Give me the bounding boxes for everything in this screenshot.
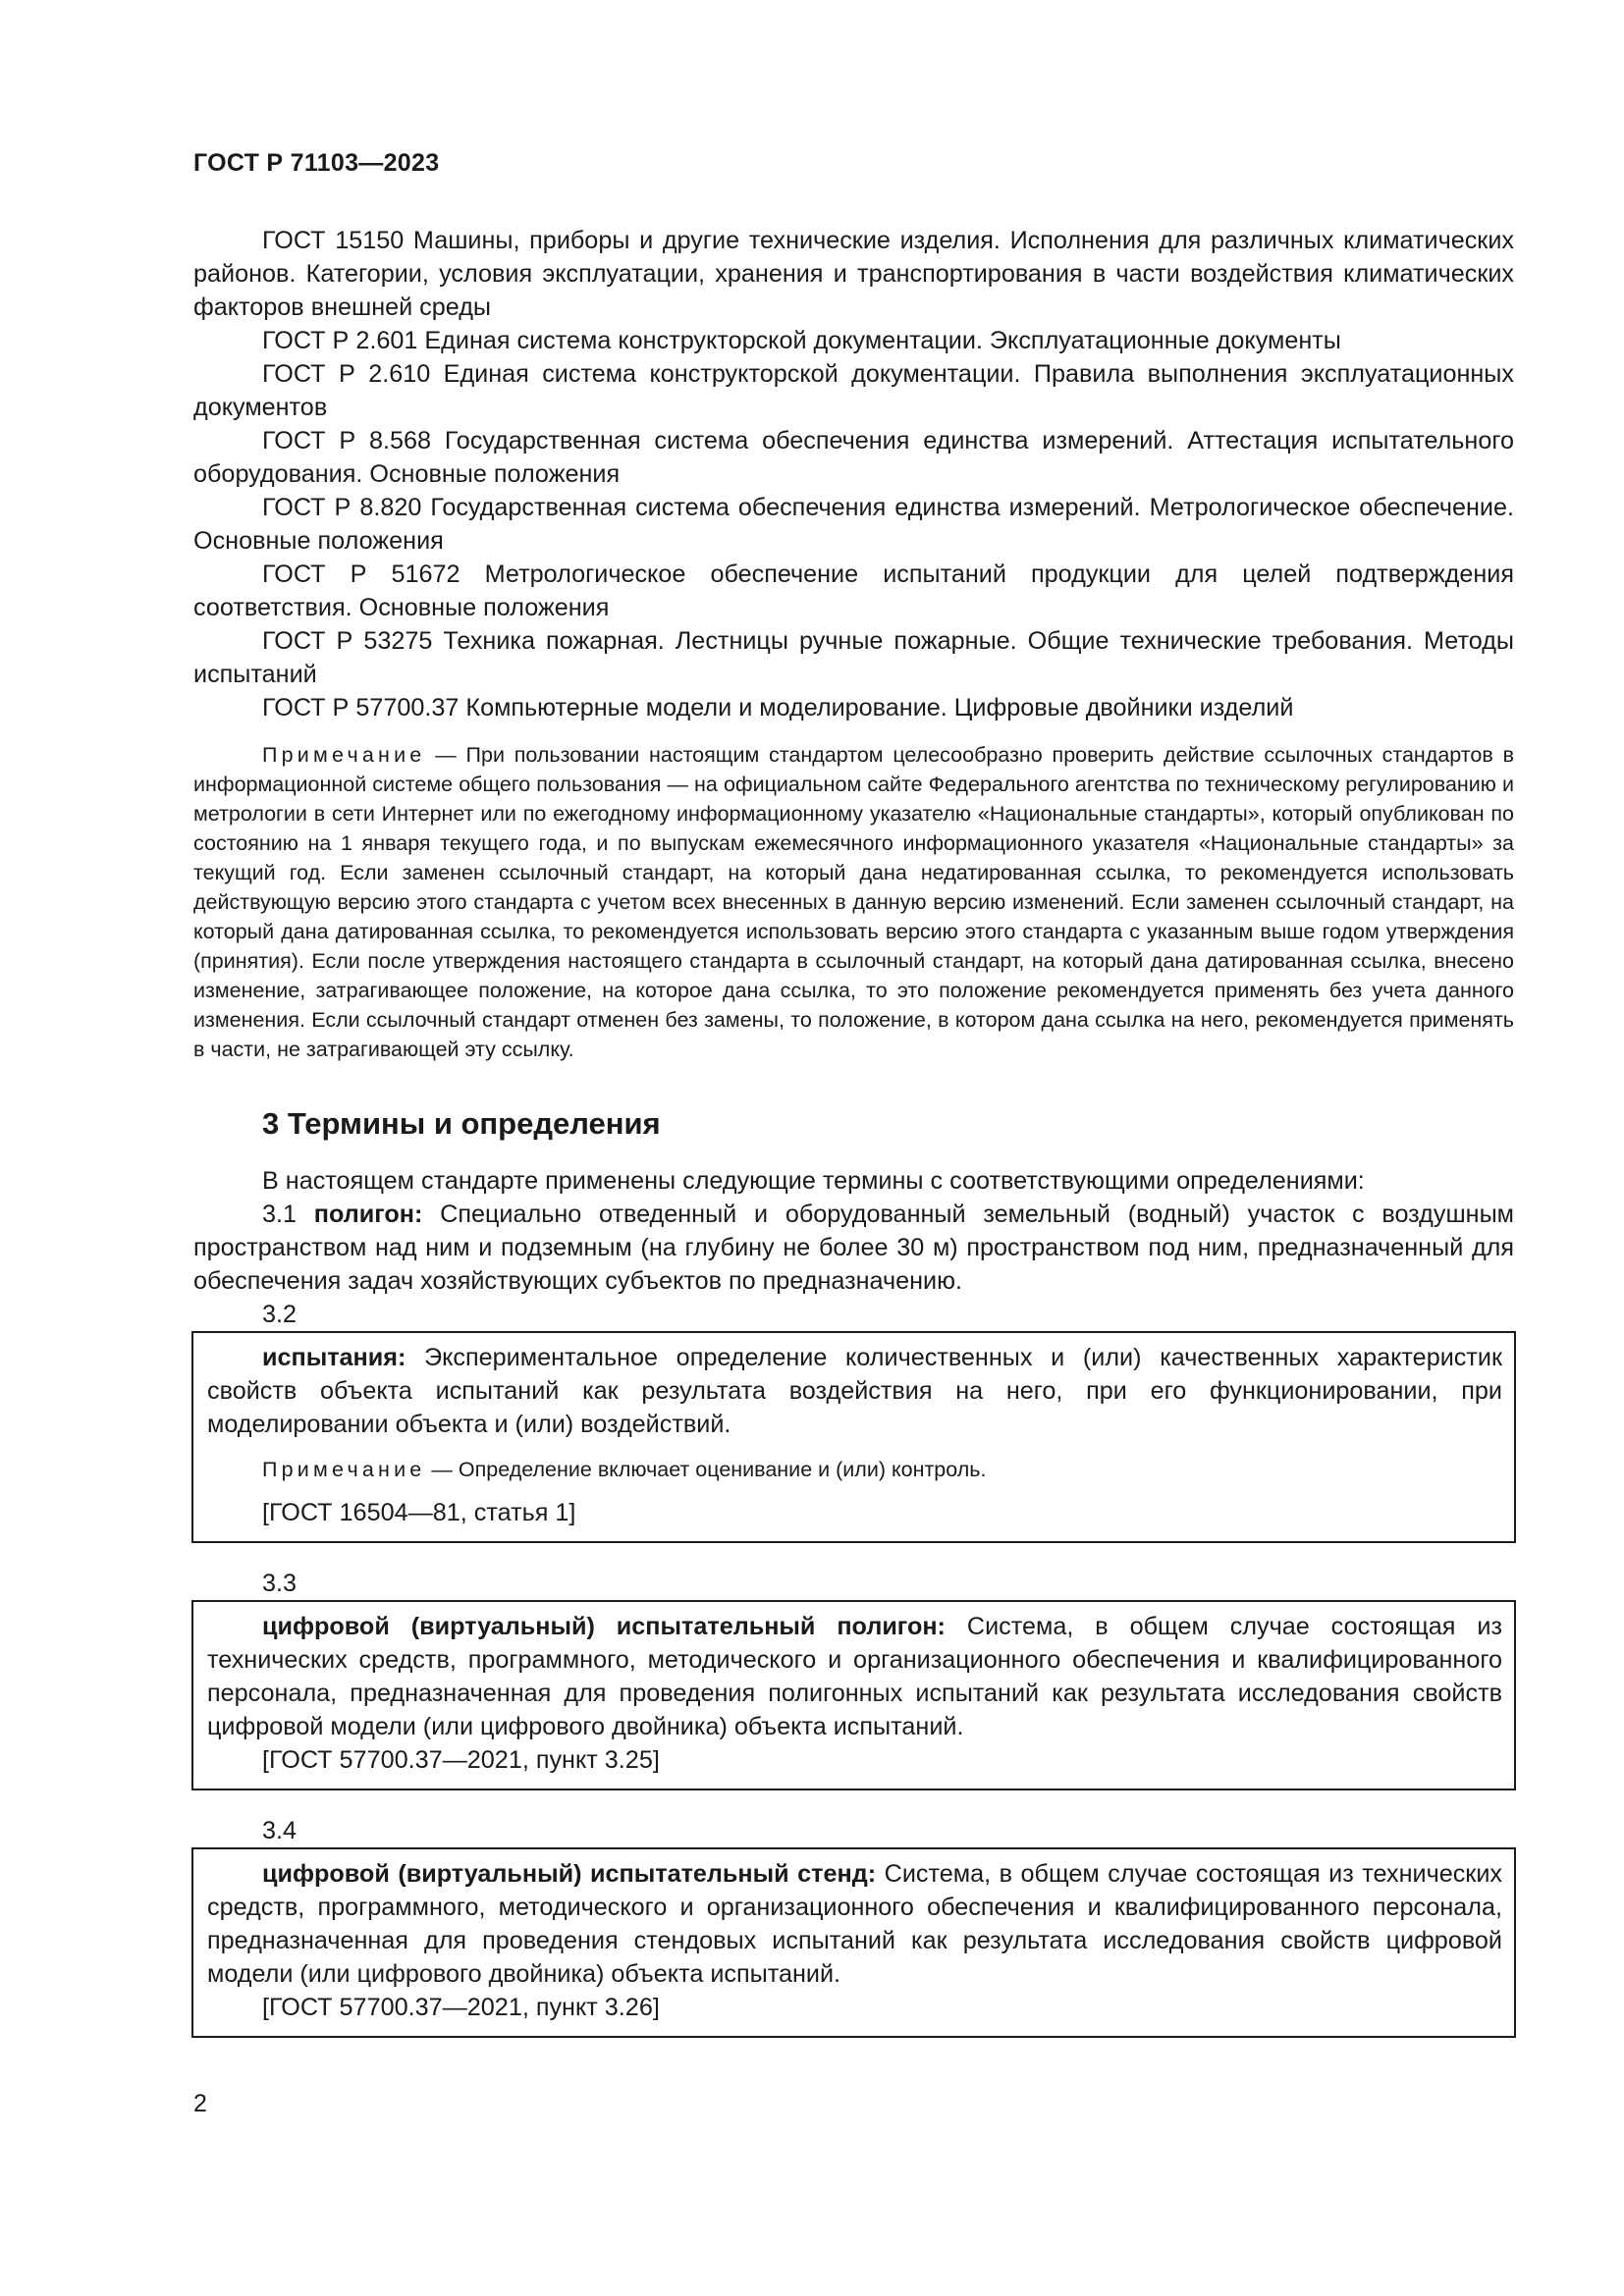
reference-item: ГОСТ Р 8.568 Государственная система обеспечения единства измерений. Аттестация испытательного оборудования. Основные положения xyxy=(193,427,1514,488)
reference-item: ГОСТ Р 53275 Техника пожарная. Лестницы ручные пожарные. Общие технические требования. Методы испытаний xyxy=(193,627,1514,688)
term-number: 3.4 xyxy=(262,1817,298,1844)
note-label: Примечание xyxy=(262,743,426,767)
term-box-3-2 xyxy=(191,1331,1516,1543)
reference-item: ГОСТ Р 2.610 Единая система конструкторской документации. Правила выполнения эксплуатационных документов xyxy=(193,360,1514,421)
reference-item: ГОСТ Р 2.601 Единая система конструкторской документации. Эксплуатационные документы xyxy=(262,327,1341,354)
term-number: 3.2 xyxy=(262,1301,298,1328)
term-3-1 xyxy=(193,1198,1514,1298)
term-note xyxy=(262,1455,1502,1484)
term-source: [ГОСТ 57700.37—2021, пункт 3.26] xyxy=(262,1994,660,2021)
term-definition: Специально отведенный и оборудованный земельный (водный) участок с воздушным пространством над ним и подземным (на глубину не более 30 м) пространством под ним, предназначенный для обеспечения задач хозяйствующих субъектов по предназначению. xyxy=(193,1201,1514,1295)
page-number: 2 xyxy=(193,2090,207,2117)
term-definition-block xyxy=(207,1610,1502,1743)
reference-item: ГОСТ Р 51672 Метрологическое обеспечение испытаний продукции для целей подтверждения соответствия. Основные положения xyxy=(193,561,1514,621)
reference-item: ГОСТ Р 8.820 Государственная система обеспечения единства измерений. Метрологическое обеспечение. Основные положения xyxy=(193,494,1514,555)
term-name: испытания: xyxy=(262,1344,406,1371)
term-definition-block xyxy=(207,1341,1502,1441)
term-box-3-4 xyxy=(191,1847,1516,2038)
term-name: полигон: xyxy=(313,1201,423,1228)
term-definition: Система, в общем случае состоящая из технических средств, программного, методического и организационного обеспечения и квалифицированного персонала, предназначенная для проведения полигонных испытаний как результата исследования свойств цифровой модели (или цифрового двойника) объекта испытаний. xyxy=(207,1613,1502,1740)
term-definition: Экспериментальное определение количественных и (или) качественных характеристик свойств объекта испытаний как результата воздействия на него, при его функционировании, при моделировании объекта и (или) воздействий. xyxy=(207,1344,1502,1438)
references-note xyxy=(193,740,1514,1064)
note-text: — Определение включает оценивание и (или) контроль. xyxy=(425,1458,987,1481)
term-number: 3.3 xyxy=(262,1570,298,1597)
section-intro: В настоящем стандарте применены следующие термины с соответствующими определениями: xyxy=(262,1167,1365,1195)
reference-item: ГОСТ 15150 Машины, приборы и другие технические изделия. Исполнения для различных климатических районов. Категории, условия эксплуатации, хранения и транспортирования в части воздействия климатических факторов внешней среды xyxy=(193,227,1514,321)
term-source: [ГОСТ 57700.37—2021, пункт 3.25] xyxy=(262,1746,660,1774)
note-text: — При пользовании настоящим стандартом целесообразно проверить действие ссылочных стандартов в информационной системе общего пользования — на официальном сайте Федерального агентства по техническому регулированию и метрологии в сети Интернет или по ежегодному информационному указателю «Национальные стандарты», который опубликован по состоянию на 1 января текущего года, и по выпускам ежемесячного информационного указателя «Национальные стандарты» за текущий год. Если заменен ссылочный стандарт, на который дана недатированная ссылка, то рекомендуется использовать действующую версию этого стандарта с учетом всех внесенных в данную версию изменений. Если заменен ссылочный стандарт, на который дана датированная ссылка, то рекомендуется использовать версию этого стандарта с указанным выше годом утверждения (принятия). Если после утверждения настоящего стандарта в ссылочный стандарт, на который дана датированная ссылка, внесено изменение, затрагивающее положение, на которое дана ссылка, то это положение рекомендуется применять без учета данного изменения. Если ссылочный стандарт отменен без замены, то положение, в котором дана ссылка на него, рекомендуется применять в части, не затрагивающей эту ссылку. xyxy=(193,743,1514,1061)
term-box-3-3 xyxy=(191,1600,1516,1790)
running-header: ГОСТ Р 71103—2023 xyxy=(193,149,440,177)
reference-item: ГОСТ Р 57700.37 Компьютерные модели и моделирование. Цифровые двойники изделий xyxy=(262,694,1294,721)
term-number: 3.1 xyxy=(262,1201,314,1228)
section-title: 3 Термины и определения xyxy=(262,1106,661,1141)
note-label: Примечание xyxy=(262,1458,426,1481)
term-source: [ГОСТ 16504—81, статья 1] xyxy=(262,1499,576,1526)
term-definition-block xyxy=(207,1857,1502,1991)
term-name: цифровой (виртуальный) испытательный стенд: xyxy=(262,1860,877,1888)
term-name: цифровой (виртуальный) испытательный полигон: xyxy=(262,1613,946,1640)
page-content xyxy=(193,224,1514,2038)
term-definition: Система, в общем случае состоящая из технических средств, программного, методического и организационного обеспечения и квалифицированного персонала, предназначенная для проведения стендовых испытаний как результата исследования свойств цифровой модели (или цифрового двойника) объекта испытаний. xyxy=(207,1860,1502,1988)
